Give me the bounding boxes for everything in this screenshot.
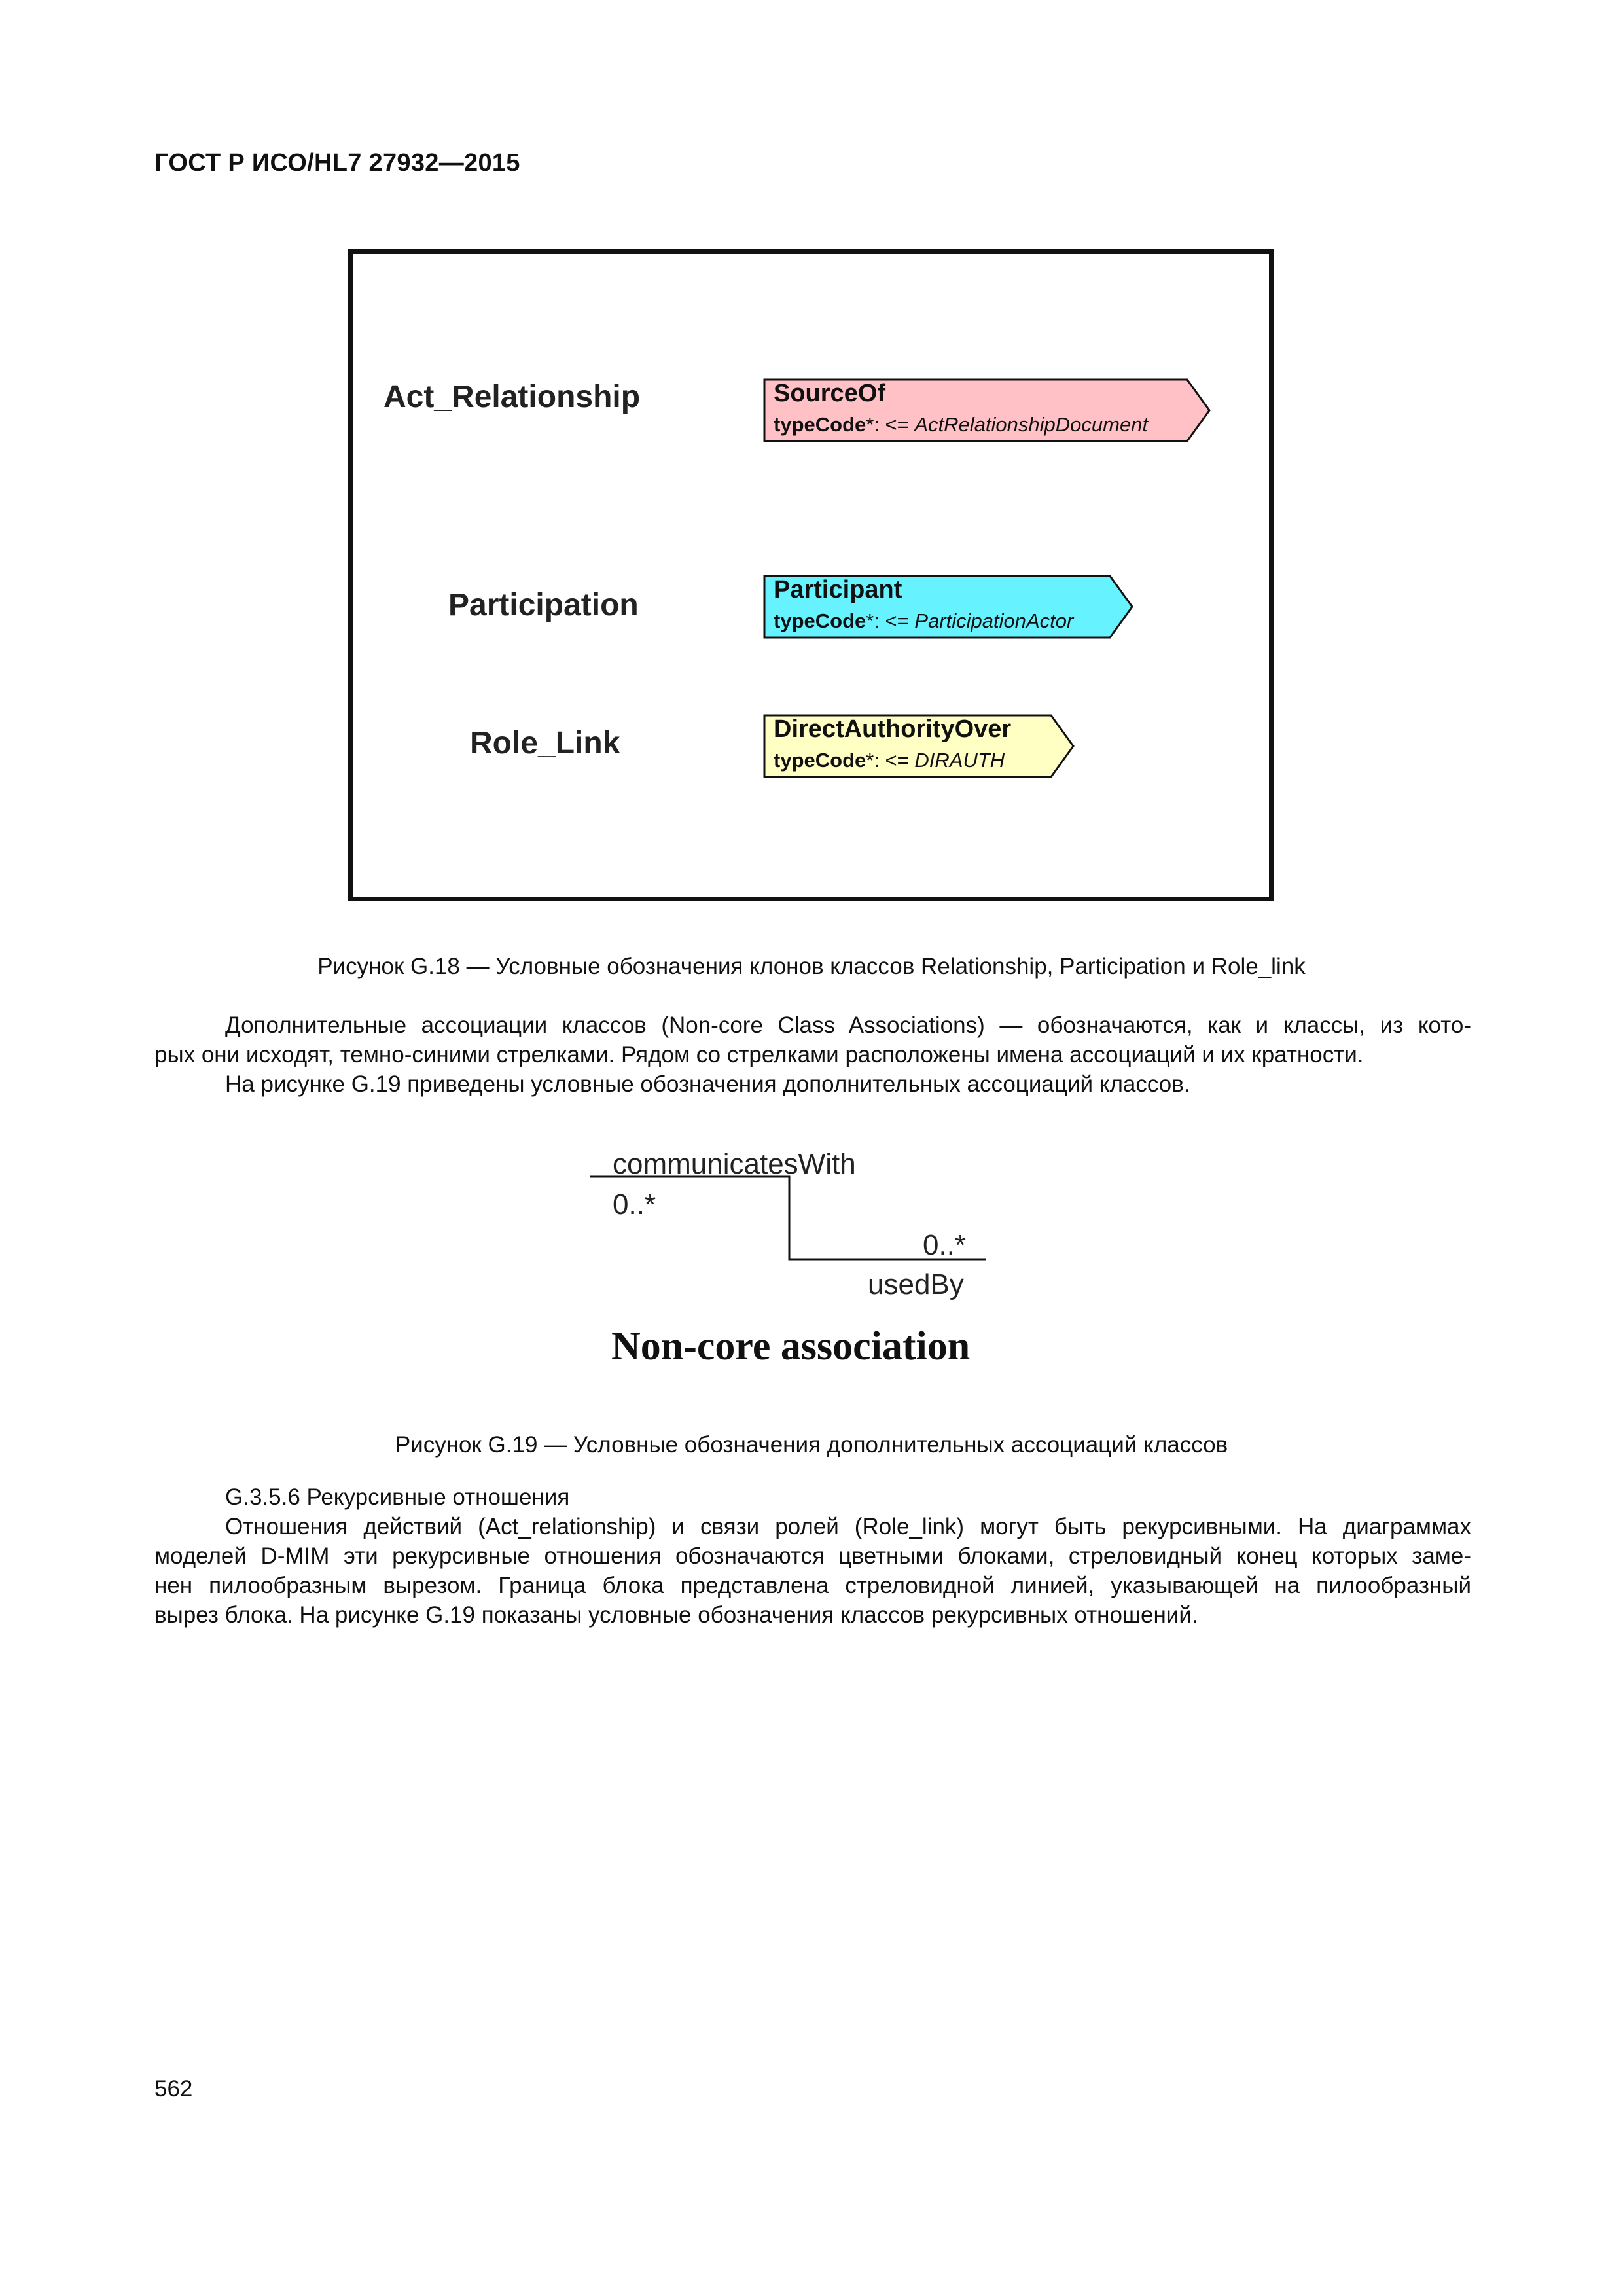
clone-title: DirectAuthorityOver (774, 715, 1012, 743)
clone-typecode: typeCode*: <= ParticipationActor (774, 609, 1074, 632)
paragraph-line: рых они исходят, темно-синими стрелками. Рядом со стрелками расположены имена ассоциаций и их кратности. (154, 1042, 1364, 1067)
paragraph-line: нен пилообразным вырезом. Граница блока представлена стреловидной линией, указывающей на пилообразный (154, 1573, 1471, 1598)
label-role-link: Role_Link (470, 726, 620, 761)
clone-typecode: typeCode*: <= ActRelationshipDocument (774, 413, 1149, 436)
clone-box-directauthorityover (763, 713, 1075, 779)
paragraph-line: вырез блока. На рисунке G.19 показаны условные обозначения классов рекурсивных отношений. (154, 1602, 1198, 1628)
figure-g19 (589, 1139, 1047, 1388)
paragraph-line: На рисунке G.19 приведены условные обозначения дополнительных ассоциаций классов. (225, 1071, 1190, 1097)
figure-g19-caption: Рисунок G.19 — Условные обозначения дополнительных ассоциаций классов (395, 1432, 1228, 1458)
paragraph-line: моделей D-MIM эти рекурсивные отношения обозначаются цветными блоками, стреловидный конец которых заме- (154, 1543, 1471, 1569)
paragraph-line: Отношения действий (Act_relationship) и связи ролей (Role_link) могут быть рекурсивными. На диаграммах (225, 1514, 1471, 1539)
document-header: ГОСТ Р ИСО/HL7 27932—2015 (154, 149, 520, 177)
association-source-name: communicatesWith (613, 1148, 856, 1180)
clone-typecode: typeCode*: <= DIRAUTH (774, 749, 1005, 772)
paragraph-recursive-relationships (154, 1512, 1471, 1630)
figure-g19-title: Non-core association (611, 1324, 971, 1369)
association-source-multiplicity: 0..* (613, 1189, 656, 1221)
association-target-name: usedBy (868, 1268, 964, 1300)
section-heading-text: G.3.5.6 Рекурсивные отношения (225, 1484, 570, 1510)
clone-box-participant (763, 574, 1133, 639)
clone-title: SourceOf (774, 380, 886, 407)
clone-box-sourceof (763, 378, 1211, 443)
paragraph-noncore-associations (154, 1011, 1471, 1069)
clone-title: Participant (774, 576, 902, 603)
figure-g18-caption: Рисунок G.18 — Условные обозначения клонов классов Relationship, Participation и Role_link (317, 954, 1306, 979)
paragraph-figure-g19-reference (154, 1069, 1471, 1099)
section-heading (154, 1482, 1471, 1512)
association-target-multiplicity: 0..* (923, 1229, 967, 1261)
page-number: 562 (154, 2076, 193, 2102)
label-act-relationship: Act_Relationship (383, 380, 641, 414)
label-participation: Participation (448, 588, 639, 622)
paragraph-line: Дополнительные ассоциации классов (Non-core Class Associations) — обозначаются, как и классы, из кото- (225, 1013, 1471, 1038)
